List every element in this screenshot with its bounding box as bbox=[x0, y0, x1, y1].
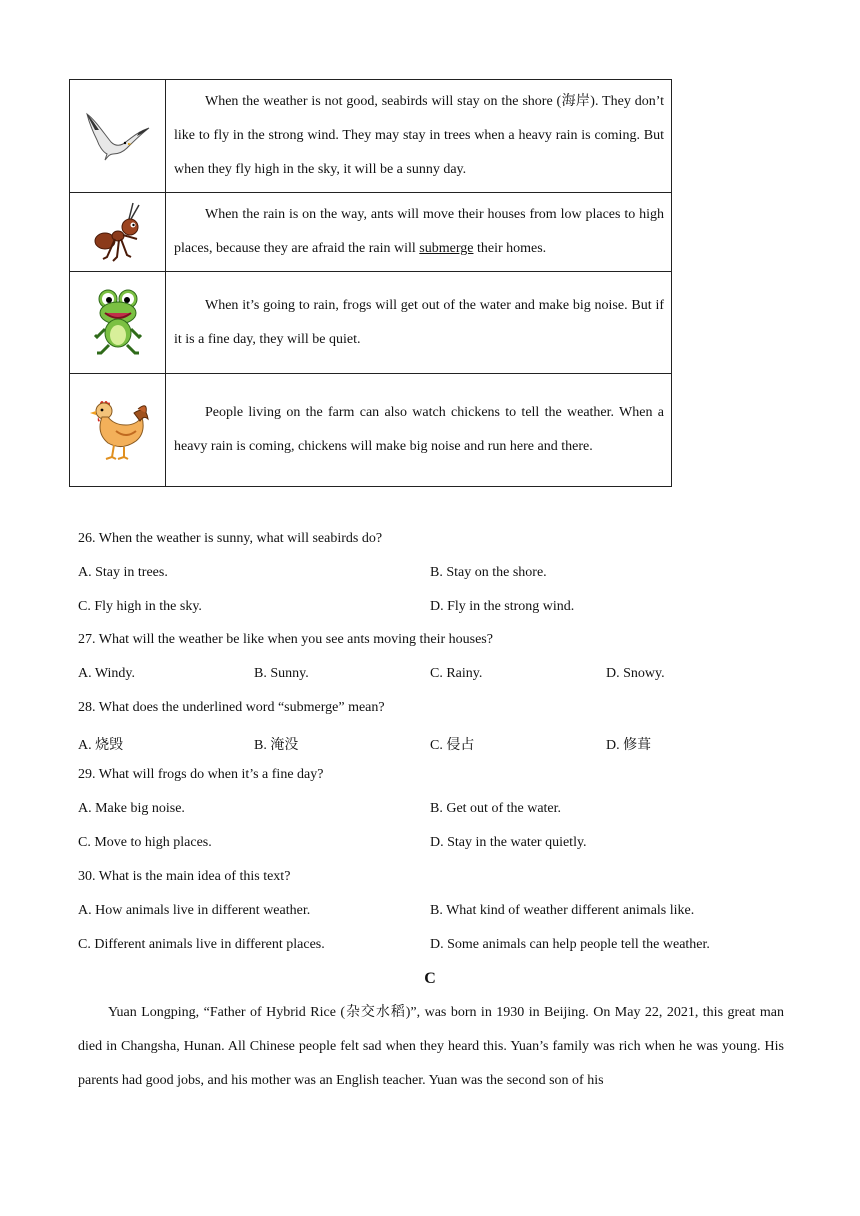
question-30-stem: 30. What is the main idea of this text? bbox=[78, 869, 291, 884]
underlined-word: submerge bbox=[419, 241, 474, 256]
passage-c bbox=[78, 996, 784, 1098]
ant-text-before: When the rain is on the way, ants will move their houses from low places to high places, because they are afraid the rain will bbox=[174, 207, 664, 256]
question-29-option-c: C. Move to high places. bbox=[78, 835, 212, 850]
question-26-option-c: C. Fly high in the sky. bbox=[78, 599, 202, 614]
picture-cell bbox=[70, 272, 166, 373]
picture-cell bbox=[70, 374, 166, 486]
question-29-option-a: A. Make big noise. bbox=[78, 801, 185, 816]
question-27-stem: 27. What will the weather be like when you see ants moving their houses? bbox=[78, 632, 493, 647]
question-26-option-a: A. Stay in trees. bbox=[78, 565, 168, 580]
table-row bbox=[70, 374, 671, 486]
question-27-option-a: A. Windy. bbox=[78, 666, 135, 681]
frog-icon bbox=[93, 289, 143, 357]
frog-text: When it’s going to rain, frogs will get out of the water and make big noise. But if it is a fine day, they will be quiet. bbox=[174, 297, 664, 347]
question-28-stem: 28. What does the underlined word “submerge” mean? bbox=[78, 700, 385, 715]
table-row bbox=[70, 193, 671, 272]
chicken-icon bbox=[86, 399, 150, 461]
question-26-stem: 26. When the weather is sunny, what will seabirds do? bbox=[78, 531, 383, 546]
question-28-option-c: C. 侵占 bbox=[430, 738, 475, 753]
seabird-icon bbox=[85, 110, 151, 162]
question-27-option-d: D. Snowy. bbox=[606, 666, 665, 681]
animal-weather-table bbox=[69, 79, 672, 487]
picture-cell bbox=[70, 80, 166, 192]
seabird-text: When the weather is not good, seabirds will stay on the shore (海岸). They don’t like to fly in the strong wind. They may stay in trees when a heavy rain is coming. But when they fly high in the sky, it will be a sunny day. bbox=[174, 94, 664, 177]
chicken-text: People living on the farm can also watch chickens to tell the weather. When a heavy rain is coming, chickens will make big noise and run here and there. bbox=[174, 405, 664, 454]
question-26-option-d: D. Fly in the strong wind. bbox=[430, 599, 575, 614]
picture-cell bbox=[70, 193, 166, 271]
question-30-option-c: C. Different animals live in different places. bbox=[78, 937, 325, 952]
question-30-option-d: D. Some animals can help people tell the weather. bbox=[430, 937, 710, 952]
question-26-option-b: B. Stay on the shore. bbox=[430, 565, 547, 580]
table-row bbox=[70, 80, 671, 193]
question-29-option-b: B. Get out of the water. bbox=[430, 801, 562, 816]
question-28-option-b: B. 淹没 bbox=[254, 738, 299, 753]
question-27-option-c: C. Rainy. bbox=[430, 666, 483, 681]
section-heading: C bbox=[424, 970, 436, 987]
ant-description bbox=[166, 193, 671, 271]
ant-icon bbox=[93, 201, 143, 263]
question-27-option-b: B. Sunny. bbox=[254, 666, 309, 681]
question-30-option-a: A. How animals live in different weather. bbox=[78, 903, 311, 918]
table-row bbox=[70, 272, 671, 374]
chicken-description bbox=[166, 374, 671, 486]
question-29-stem: 29. What will frogs do when it’s a fine day? bbox=[78, 767, 324, 782]
question-28-option-a: A. 烧毁 bbox=[78, 738, 124, 753]
question-29-option-d: D. Stay in the water quietly. bbox=[430, 835, 587, 850]
ant-text bbox=[174, 198, 664, 266]
frog-description bbox=[166, 272, 671, 373]
seabird-description bbox=[166, 80, 671, 192]
passage-c-text: Yuan Longping, “Father of Hybrid Rice (杂交水稻)”, was born in 1930 in Beijing. On May 22, 2021, this great man died in Changsha, Hunan. All Chinese people felt sad when they heard this. Yuan’s family was rich when he was young. His parents had good jobs, and his mother was an English teacher. Yuan was the second son of his bbox=[78, 1005, 784, 1088]
question-28-option-d: D. 修葺 bbox=[606, 738, 652, 753]
question-30-option-b: B. What kind of weather different animals like. bbox=[430, 903, 695, 918]
ant-text-after: their homes. bbox=[473, 241, 547, 256]
